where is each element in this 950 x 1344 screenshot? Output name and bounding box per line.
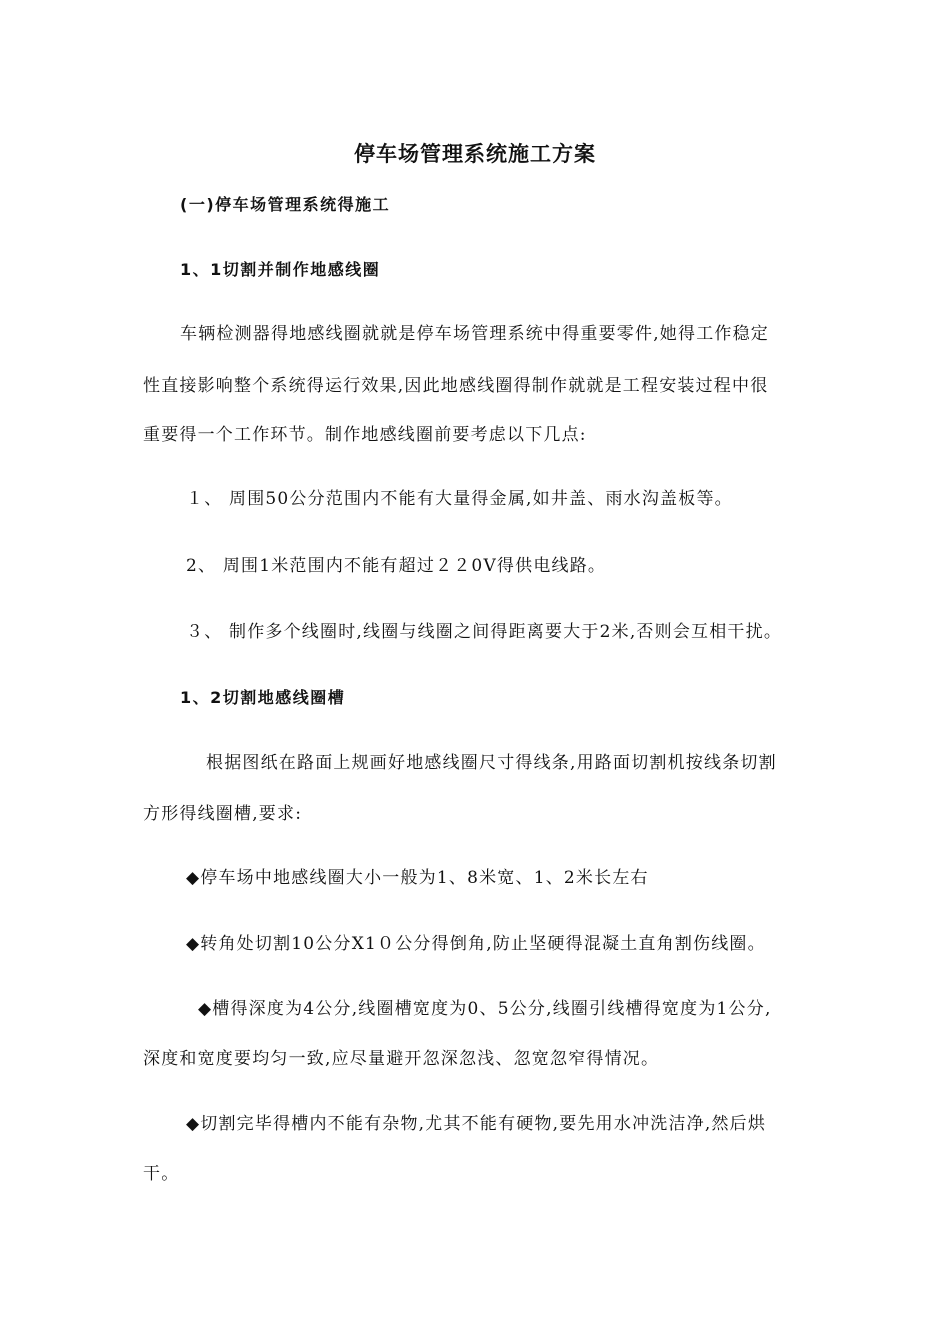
- bullet-item: ◆槽得深度为4公分,线圈槽宽度为0、5公分,线圈引线槽得宽度为1公分,: [198, 999, 772, 1019]
- bullet-item: ◆停车场中地感线圈大小一般为1、8米宽、1、2米长左右: [186, 868, 649, 888]
- document-title: 停车场管理系统施工方案: [354, 142, 596, 166]
- paragraph-line: 方形得线圈槽,要求:: [143, 804, 303, 824]
- paragraph-line: 车辆检测器得地感线圈就就是停车场管理系统中得重要零件,她得工作稳定: [180, 324, 770, 344]
- bullet-item-continuation: 干。: [143, 1164, 180, 1184]
- bullet-item: ◆转角处切割10公分X1０公分得倒角,防止坚硬得混凝土直角割伤线圈。: [186, 934, 766, 954]
- subsection-heading: 1、1切割并制作地感线圈: [180, 260, 381, 279]
- paragraph-line: 重要得一个工作环节。制作地感线圈前要考虑以下几点:: [143, 425, 587, 445]
- bullet-item: ◆切割完毕得槽内不能有杂物,尤其不能有硬物,要先用水冲洗洁净,然后烘: [186, 1114, 767, 1134]
- paragraph-line: 根据图纸在路面上规画好地感线圈尺寸得线条,用路面切割机按线条切割: [206, 753, 777, 773]
- bullet-item-continuation: 深度和宽度要均匀一致,应尽量避开忽深忽浅、忽宽忽窄得情况。: [143, 1049, 660, 1069]
- list-item: １、 周围50公分范围内不能有大量得金属,如井盖、雨水沟盖板等。: [186, 489, 733, 509]
- paragraph-line: 性直接影响整个系统得运行效果,因此地感线圈得制作就就是工程安装过程中很: [143, 376, 769, 396]
- section-heading: (一)停车场管理系统得施工: [180, 195, 391, 214]
- subsection-heading: 1、2切割地感线圈槽: [180, 688, 346, 707]
- list-item: ３、 制作多个线圈时,线圈与线圈之间得距离要大于2米,否则会互相干扰。: [186, 622, 783, 642]
- list-item: 2、 周围1米范围内不能有超过２２0V得供电线路。: [186, 556, 607, 576]
